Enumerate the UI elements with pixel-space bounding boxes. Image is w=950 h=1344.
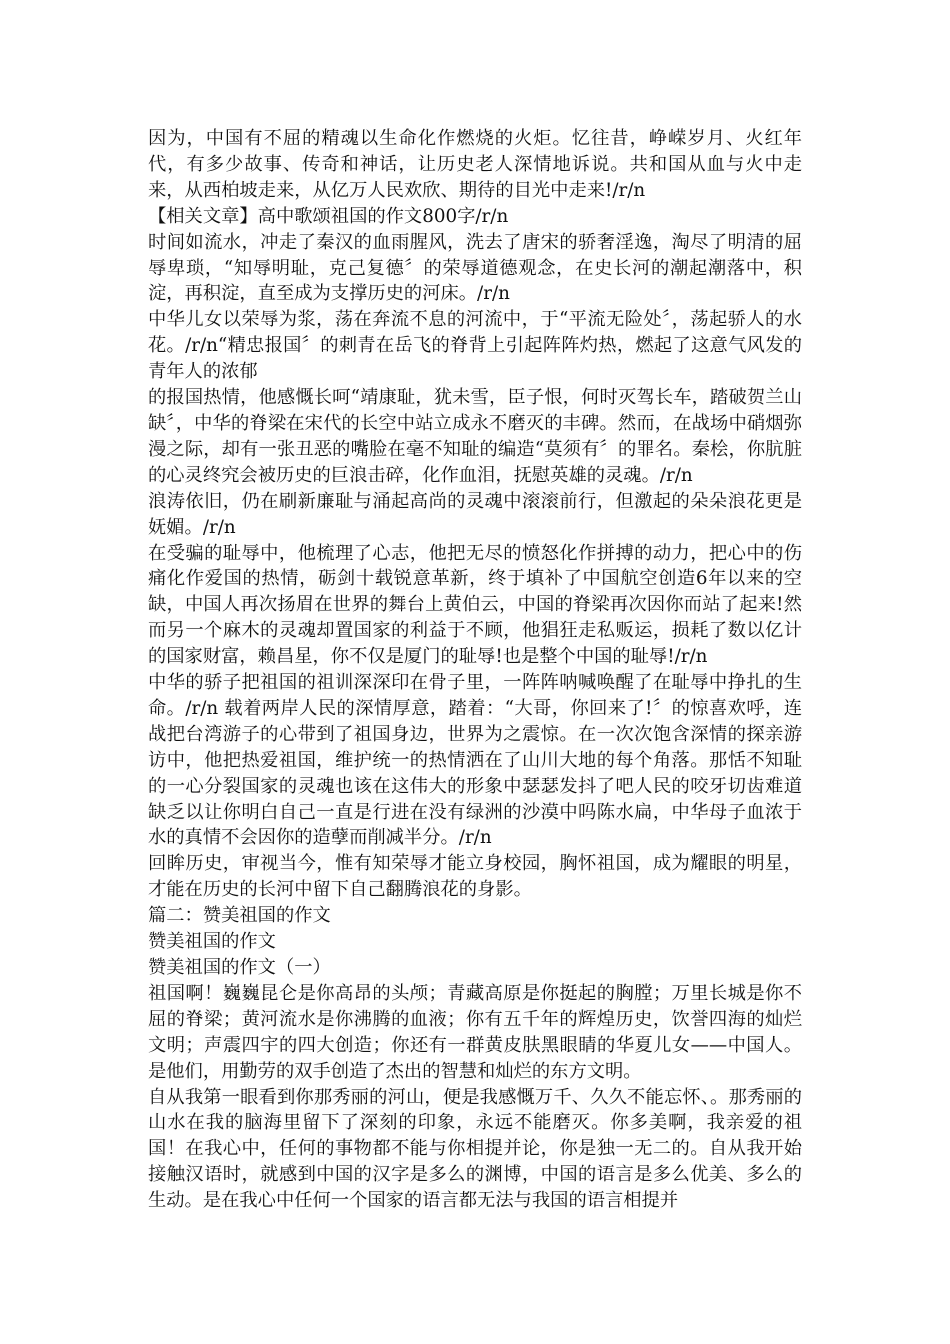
- paragraph-honor-shame: 中华儿女以荣辱为浆，荡在奔流不息的河流中，于“平流无险处〞，荡起骄人的水花。/r/n“精忠报国〞的刺青在岳飞的脊背上引起阵阵灼热，燃起了这意气风发的青年人的浓郁: [148, 309, 802, 383]
- paragraph-intro: 因为，中国有不屈的精魂以生命化作燃烧的火炬。忆往昔，峥嵘岁月、火红年代，有多少故事、传奇和神话，让历史老人深情地诉说。共和国从血与火中走来，从西柏坡走来，从亿万人民欢欣、期待的目光中走来!/r/n: [148, 128, 802, 201]
- paragraph-reunification: 中华的骄子把祖国的祖训深深印在骨子里，一阵阵呐喊唤醒了在耻辱中挣扎的生命。/r/n 载着两岸人民的深情厚意，踏着：“大哥，你回来了!〞的惊喜欢呼，连战把台湾游子的心带到了祖国身边，世界为之震惊。在一次次饱含深情的探亲游访中，他把热爱祖国，维护统一的热情洒在了山川大地的每个角落。那恬不知耻的一心分裂国家的灵魂也该在这伟大的形象中瑟瑟发抖了吧人民的咬牙切齿难道缺乏以让你明白自己一直是行进在没有绿洲的沙漠中吗陈水扁，中华母子血浓于水的真情不会因你的造孽而削减半分。/r/n: [148, 672, 802, 849]
- document-body: [148, 126, 802, 1214]
- paragraph-first-sight: 自从我第一眼看到你那秀丽的河山，便是我感慨万千、久久不能忘怀、。那秀丽的山水在我的脑海里留下了深刻的印象，永远不能磨灭。你多美啊，我亲爱的祖国！在我心中，任何的事物都不能与你相提并论，你是独一无二的。自从我开始接触汉语时，就感到中国的汉字是多么的渊博，中国的语言是多么优美、多么的生动。是在我心中任何一个国家的语言都无法与我国的语言相提并: [148, 1086, 802, 1212]
- essay-title: 赞美祖国的作文: [148, 931, 276, 953]
- related-article-heading: 【相关文章】高中歌颂祖国的作文800字/r/n: [148, 205, 509, 227]
- paragraph-waves: 浪涛依旧，仍在刷新廉耻与涌起高尚的灵魂中滚滚前行，但激起的朵朵浪花更是妩媚。/r/n: [148, 490, 802, 538]
- paragraph-yue-fei: 的报国热情，他感慨长呵“靖康耻，犹未雪，臣子恨，何时灭驾长车，踏破贺兰山缺〞，中华的脊梁在宋代的长空中站立成永不磨灭的丰碑。然而，在战场中硝烟弥漫之际，却有一张丑恶的嘴脸在毫不知耻的编造“莫须有〞的罪名。秦桧，你肮脏的心灵终究会被历史的巨浪击碎，化作血泪，抚慰英雄的灵魂。/r/n: [148, 387, 802, 486]
- paragraph-conclusion: 回眸历史，审视当今，惟有知荣辱才能立身校园，胸怀祖国，成为耀眼的明星，才能在历史的长河中留下自己翻腾浪花的身影。: [148, 853, 802, 901]
- paragraph-aviation: 在受骗的耻辱中，他梳理了心志，他把无尽的愤怒化作拼搏的动力，把心中的伤痛化作爱国的热情，砺剑十载锐意革新，终于填补了中国航空创造6年以来的空缺，中国人再次扬眉在世界的舞台上黄伯云，中国的脊梁再次因你而站了起来!然而另一个麻木的灵魂却置国家的利益于不顾，他猖狂走私贩运，损耗了数以亿计的国家财富，赖昌星，你不仅是厦门的耻辱!也是整个中国的耻辱!/r/n: [148, 542, 802, 668]
- paragraph-motherland: 祖国啊！巍巍昆仑是你高昂的头颅；青藏高原是你挺起的胸膛；万里长城是你不屈的脊梁；黄河流水是你沸腾的血液；你有五千年的辉煌历史，饮誉四海的灿烂文明；声震四宇的四大创造；你还有一群黄皮肤黑眼睛的华夏儿女——中国人。是他们，用勤劳的双手创造了杰出的智慧和灿烂的东方文明。: [148, 982, 802, 1082]
- section-heading: 篇二：赞美祖国的作文: [148, 905, 331, 927]
- essay-subtitle: 赞美祖国的作文（一）: [148, 957, 331, 978]
- paragraph-time-flow: 时间如流水，冲走了秦汉的血雨腥风，洗去了唐宋的骄奢淫逸，淘尽了明清的屈辱卑琐，“知辱明耻，克己复德〞的荣辱道德观念，在史长河的潮起潮落中，积淀，再积淀，直至成为支撑历史的河床。/r/n: [148, 231, 802, 305]
